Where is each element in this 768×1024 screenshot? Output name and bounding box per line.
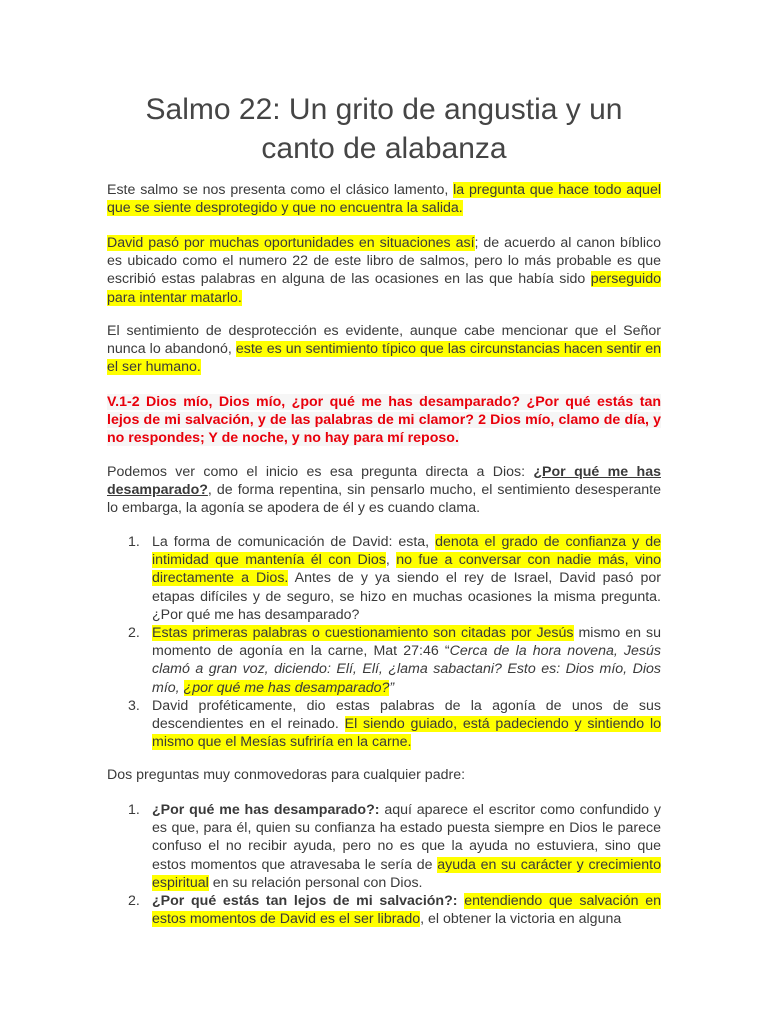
paragraph-text: Este salmo se nos presenta como el clásico lamento, (107, 182, 454, 198)
highlighted-text: El siendo guiado, está padeciendo y sintiendo lo mismo que el Mesías sufriría en la carne. (152, 716, 661, 751)
list-item (107, 801, 661, 892)
paragraph-david (107, 234, 661, 307)
list-item (107, 533, 661, 624)
list-number: 2. (128, 893, 140, 910)
highlighted-text: Estas primeras palabras o cuestionamiento son citadas por Jesús (152, 625, 574, 642)
verse-text: V.1-2 Dios mío, Dios mío, ¿por qué me has desamparado? ¿Por qué estás tan lejos de mi salvación, y de las palabras de mi clamor? 2 Dios mío, clamo de día, y no respondes; Y de noche, y no hay para mí reposo. (107, 394, 661, 447)
list-text: Antes de y ya siendo el rey de Israel, David pasó por etapas difíciles y de seguro, se hizo en muchas ocasiones la misma pregunta. ¿Por qué me has desamparado? (152, 570, 661, 623)
highlighted-text: la pregunta que hace todo aquel que se siente desprotegido y que no encuentra la salida. (107, 182, 661, 217)
list-item (107, 892, 661, 928)
list-text: ” (389, 679, 395, 696)
bold-question: ¿Por qué me has desamparado?: (152, 802, 380, 818)
list-number: 1. (128, 802, 140, 818)
list-item (107, 624, 661, 697)
highlighted-text: ayuda en su carácter y crecimiento espiritual (152, 856, 662, 891)
numbered-list-2 (107, 801, 661, 928)
highlighted-text: denota el grado de confianza y de intimidad que mantenía él con Dios (152, 534, 661, 569)
highlighted-italic-text: ¿por qué me has desamparado? (183, 679, 390, 696)
list-text: David proféticamente, dio estas palabras de la agonía de unos de sus descendientes en el reinado. (152, 697, 661, 733)
list-text: mismo en su momento de agonía en la carne, Mat 27:46 “ (152, 625, 661, 660)
paragraph-text: El sentimiento de desprotección es evidente, aunque cabe mencionar que el Señor nunca lo abandonó, (107, 323, 661, 358)
paragraph-pregunta (107, 463, 661, 518)
verse-quote (107, 393, 661, 448)
list-item (107, 697, 661, 752)
list-number: 1. (128, 534, 140, 550)
bold-question: ¿Por qué estás tan lejos de mi salvación?: (152, 893, 458, 910)
highlighted-text: entendiendo que salvación en estos momentos de David es el ser librado (152, 893, 661, 928)
paragraph-dos-preguntas: Dos preguntas muy conmovedoras para cualquier padre: (107, 767, 466, 783)
paragraph-text: , de forma repentina, sin pensarlo mucho, el sentimiento desesperante lo embarga, la agonía se apodera de él y es cuando clama. (107, 482, 661, 517)
highlighted-text: no fue a conversar con nadie más, vino directamente a Dios. (152, 552, 661, 587)
paragraph-text: ; de acuerdo al canon bíblico es ubicado como el numero 22 de este libro de salmos, pero lo más probable es que escribió estas palabras en alguna de las ocasiones en las que había sido (107, 235, 661, 288)
bold-underlined-text: ¿Por qué me has desamparado? (107, 464, 661, 499)
italic-quote: Cerca de la hora novena, Jesús clamó a gran voz, diciendo: Elí, Elí, ¿lama sabactani? Esto es: Dios mío, Dios mío, (152, 643, 661, 696)
document-title: Salmo 22: Un grito de angustia y un canto de alabanza (145, 93, 623, 165)
list-text: La forma de comunicación de David: esta, (152, 534, 436, 550)
list-text: en su relación personal con Dios. (208, 874, 423, 891)
highlighted-text: este es un sentimiento típico que las circunstancias hacen sentir en el ser humano. (107, 341, 662, 376)
paragraph-intro (107, 181, 661, 217)
list-number: 2. (128, 625, 140, 642)
list-number: 3. (128, 697, 140, 714)
paragraph-text: Podemos ver como el inicio es esa pregunta directa a Dios: (107, 464, 534, 480)
highlighted-text: David pasó por muchas oportunidades en situaciones así (107, 235, 475, 251)
list-text: , el obtener la victoria en alguna (420, 911, 622, 928)
numbered-list-1 (107, 533, 661, 751)
list-text: , (385, 552, 397, 569)
list-text: aquí aparece el escritor como confundido y es que, para él, quien su confianza ha estado puesta siempre en Dios le parece confuso el no recibir ayuda, pero no es que la ayuda no estuviera, sino que estos momentos que atravesaba le sería de (152, 802, 661, 873)
highlighted-text: perseguido para intentar matarlo. (107, 271, 661, 306)
paragraph-sentimiento (107, 322, 661, 377)
